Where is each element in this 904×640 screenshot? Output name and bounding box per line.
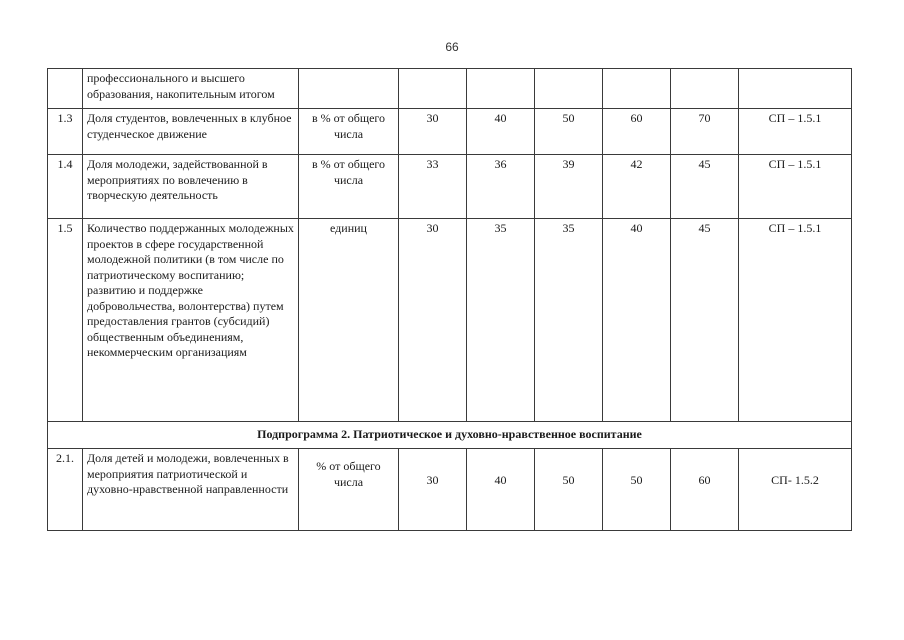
row-description: Доля студентов, вовлеченных в клубное студенческое движение	[83, 109, 299, 155]
table-row	[48, 109, 852, 155]
row-value: 45	[671, 155, 739, 219]
row-value: 42	[603, 155, 671, 219]
row-description: Количество поддержанных молодежных проектов в сфере государственной молодежной политики (в том числе по патриотическому воспитанию; развитию и поддержке добровольчества, волонтерства) путем предоставления грантов (субсидий) общественным объединениям, некоммерческим организациям	[83, 219, 299, 422]
table-row	[48, 449, 852, 531]
row-value: 35	[467, 219, 535, 422]
row-value	[671, 69, 739, 109]
row-value: 30	[399, 109, 467, 155]
row-value: 50	[535, 449, 603, 531]
row-code: СП – 1.5.1	[739, 155, 852, 219]
row-value	[603, 69, 671, 109]
row-value: 35	[535, 219, 603, 422]
row-value	[535, 69, 603, 109]
row-unit: % от общего числа	[299, 449, 399, 531]
row-value: 70	[671, 109, 739, 155]
row-number: 1.3	[48, 109, 83, 155]
row-description: Доля молодежи, задействованной в мероприятиях по вовлечению в творческую деятельность	[83, 155, 299, 219]
row-value: 36	[467, 155, 535, 219]
row-unit: единиц	[299, 219, 399, 422]
row-value: 40	[467, 109, 535, 155]
row-unit: в % от общего числа	[299, 109, 399, 155]
row-value: 30	[399, 219, 467, 422]
row-code: СП- 1.5.2	[739, 449, 852, 531]
table-row	[48, 155, 852, 219]
row-number: 1.4	[48, 155, 83, 219]
row-value: 30	[399, 449, 467, 531]
page-number: 66	[445, 40, 459, 54]
row-number: 1.5	[48, 219, 83, 422]
row-code: СП – 1.5.1	[739, 219, 852, 422]
row-value: 60	[603, 109, 671, 155]
indicator-table	[47, 68, 852, 531]
row-unit: в % от общего числа	[299, 155, 399, 219]
row-description: Доля детей и молодежи, вовлеченных в мероприятия патриотической и духовно-нравственной направленности	[83, 449, 299, 531]
row-value: 50	[535, 109, 603, 155]
row-value	[467, 69, 535, 109]
row-value: 39	[535, 155, 603, 219]
row-unit	[299, 69, 399, 109]
row-value: 50	[603, 449, 671, 531]
row-code	[739, 69, 852, 109]
row-description: профессионального и высшего образования, накопительным итогом	[83, 69, 299, 109]
table-row	[48, 69, 852, 109]
row-value: 40	[603, 219, 671, 422]
section-row	[48, 422, 852, 449]
row-code: СП – 1.5.1	[739, 109, 852, 155]
row-value: 33	[399, 155, 467, 219]
row-value: 45	[671, 219, 739, 422]
table-row	[48, 219, 852, 422]
row-number	[48, 69, 83, 109]
row-number: 2.1.	[48, 449, 83, 531]
row-value	[399, 69, 467, 109]
row-value: 40	[467, 449, 535, 531]
row-value: 60	[671, 449, 739, 531]
section-title: Подпрограмма 2. Патриотическое и духовно-нравственное воспитание	[48, 422, 852, 449]
